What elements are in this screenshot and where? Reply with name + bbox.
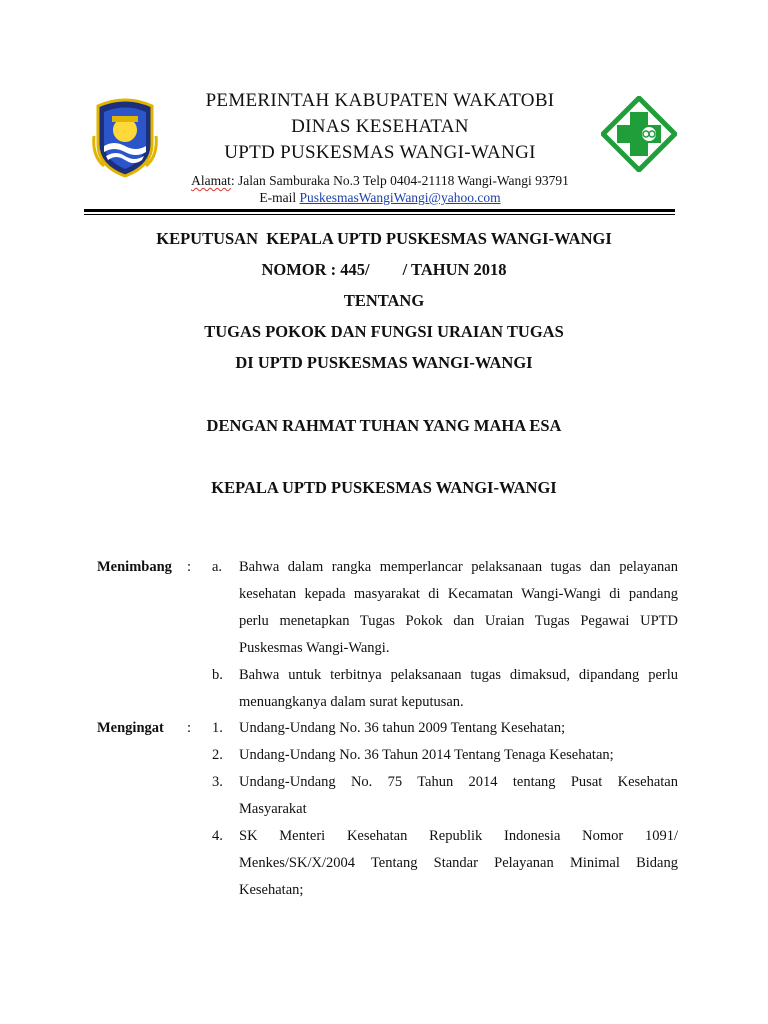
mengingat-3-line-1: Undang-Undang No. 75 Tahun 2014 tentang Pusat Kesehatan [239,774,678,790]
mengingat-item-1 [239,715,678,742]
mengingat-marker-3: 3. [212,774,223,790]
menimbang-item-b [239,662,678,716]
letterhead-divider-thin [84,214,675,215]
menimbang-a-line-3: perlu menetapkan Tugas Pokok dan Uraian Tugas Pegawai UPTD [239,613,678,629]
mengingat-3-line-2: Masyarakat [239,801,307,817]
head-heading [0,472,768,503]
mengingat-marker-4: 4. [212,828,223,844]
mengingat-item-2 [239,742,678,769]
menimbang-b-line-2: menuangkanya dalam surat keputusan. [239,694,464,710]
green-cross-puskesmas-icon [601,96,677,172]
menimbang-a-line-1: Bahwa dalam rangka memperlancar pelaksanaan tugas dan pelayanan [239,559,678,575]
mengingat-colon: : [187,720,192,736]
mengingat-4-line-1: SK Menteri Kesehatan Republik Indonesia Nomor 1091/ [239,828,678,844]
grace-heading [0,410,768,441]
menimbang-a-line-4: Puskesmas Wangi-Wangi. [239,640,390,656]
mengingat-2-line-1: Undang-Undang No. 36 Tahun 2014 Tentang Tenaga Kesehatan; [239,747,614,763]
menimbang-a-line-2: kesehatan kepada masyarakat di Kecamatan Wangi-Wangi di pandang [239,586,678,602]
address-text: : Jalan Samburaka No.3 Telp 0404-21118 Wangi-Wangi 93791 [230,173,569,188]
menimbang-item-a [239,554,678,662]
unit-name: UPTD PUSKESMAS WANGI-WANGI [224,142,536,163]
decree-title: KEPUTUSAN KEPALA UPTD PUSKESMAS WANGI-WANGI [156,229,612,248]
email-line [170,189,590,206]
menimbang-b-line-1: Bahwa untuk terbitnya pelaksanaan tugas dimaksud, dipandang perlu [239,667,678,683]
mengingat-label: Mengingat [97,720,164,736]
letterhead [170,88,590,206]
address-label: Alamat [191,173,231,188]
mengingat-item-4 [239,823,678,904]
head-title: KEPALA UPTD PUSKESMAS WANGI-WANGI [211,478,557,497]
mengingat-1-line-1: Undang-Undang No. 36 tahun 2009 Tentang Kesehatan; [239,720,566,736]
email-link[interactable]: PuskesmasWangiWangi@yahoo.com [299,190,501,205]
menimbang-colon: : [187,559,192,575]
decree-about: TENTANG [343,291,425,310]
grace-text: DENGAN RAHMAT TUHAN YANG MAHA ESA [206,416,562,435]
menimbang-marker-a: a. [212,559,223,575]
agency-name: DINAS KESEHATAN [291,116,469,137]
mengingat-4-line-2: Menkes/SK/X/2004 Tentang Standar Pelayanan Minimal Bidang [239,855,678,871]
address [170,172,590,189]
mengingat-item-3 [239,769,678,823]
decree-number: NOMOR : 445/ / TAHUN 2018 [261,260,507,279]
menimbang-marker-b: b. [212,667,223,683]
decree-subject-2: DI UPTD PUSKESMAS WANGI-WANGI [235,353,533,372]
letterhead-divider [84,209,675,212]
government-name: PEMERINTAH KABUPATEN WAKATOBI [205,90,555,111]
email-label: E-mail [259,190,300,205]
regency-crest-icon [90,96,160,178]
decree-heading [0,223,768,378]
mengingat-marker-2: 2. [212,747,223,763]
decree-subject-1: TUGAS POKOK DAN FUNGSI URAIAN TUGAS [204,322,564,341]
menimbang-label: Menimbang [97,559,172,575]
mengingat-4-line-3: Kesehatan; [239,882,304,898]
mengingat-marker-1: 1. [212,720,223,736]
